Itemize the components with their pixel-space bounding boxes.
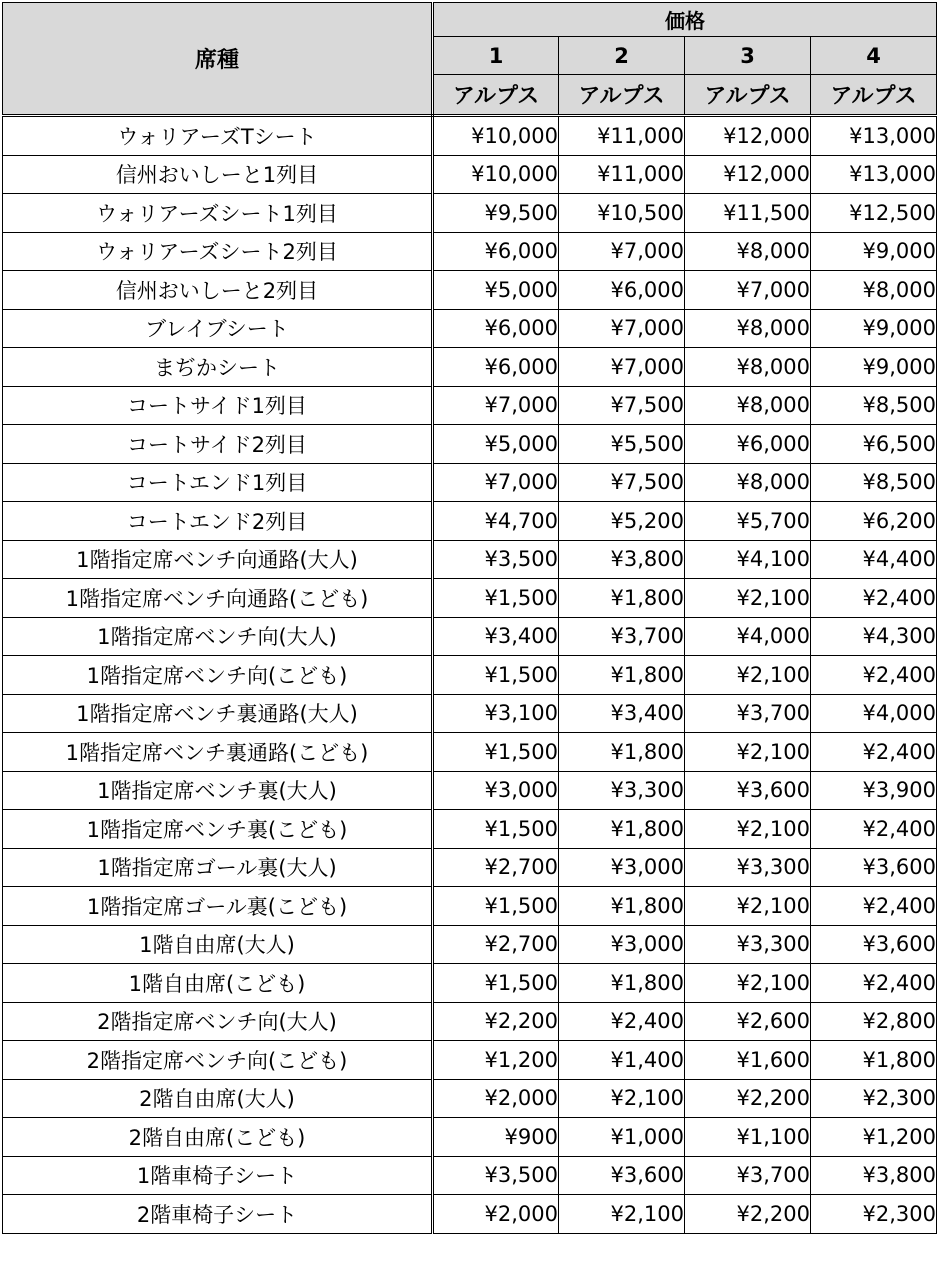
table-row <box>3 733 937 772</box>
price-cell: ¥3,600 <box>811 925 937 964</box>
price-cell: ¥12,000 <box>685 155 811 194</box>
column-name-header: アルプス <box>433 75 559 116</box>
column-number-header: 4 <box>811 37 937 75</box>
price-cell: ¥3,300 <box>559 771 685 810</box>
price-cell: ¥6,500 <box>811 425 937 464</box>
price-cell: ¥1,500 <box>433 579 559 618</box>
table-row <box>3 617 937 656</box>
seat-type-cell: 1階指定席ベンチ向通路(こども) <box>3 579 433 618</box>
price-cell: ¥1,500 <box>433 964 559 1003</box>
table-row <box>3 309 937 348</box>
price-cell: ¥12,000 <box>685 116 811 156</box>
table-row <box>3 540 937 579</box>
price-cell: ¥1,800 <box>559 579 685 618</box>
price-cell: ¥3,900 <box>811 771 937 810</box>
price-cell: ¥6,000 <box>685 425 811 464</box>
price-cell: ¥4,400 <box>811 540 937 579</box>
price-cell: ¥3,500 <box>433 540 559 579</box>
seat-type-cell: 1階車椅子シート <box>3 1156 433 1195</box>
price-cell: ¥3,100 <box>433 694 559 733</box>
price-cell: ¥1,200 <box>811 1118 937 1157</box>
price-cell: ¥3,700 <box>559 617 685 656</box>
price-cell: ¥2,400 <box>811 887 937 926</box>
price-cell: ¥1,500 <box>433 656 559 695</box>
price-cell: ¥7,500 <box>559 386 685 425</box>
price-cell: ¥2,400 <box>811 733 937 772</box>
price-cell: ¥2,100 <box>559 1079 685 1118</box>
seat-type-cell: ウォリアーズシート2列目 <box>3 232 433 271</box>
price-cell: ¥7,500 <box>559 463 685 502</box>
table-row <box>3 887 937 926</box>
price-cell: ¥11,000 <box>559 155 685 194</box>
price-cell: ¥9,000 <box>811 348 937 387</box>
price-cell: ¥8,000 <box>685 386 811 425</box>
column-name-header: アルプス <box>559 75 685 116</box>
seat-type-cell: 1階指定席ベンチ裏通路(大人) <box>3 694 433 733</box>
table-row <box>3 502 937 541</box>
column-name-header: アルプス <box>685 75 811 116</box>
price-cell: ¥2,100 <box>685 810 811 849</box>
price-cell: ¥2,200 <box>685 1195 811 1234</box>
price-cell: ¥8,000 <box>685 348 811 387</box>
table-row <box>3 771 937 810</box>
price-cell: ¥2,100 <box>685 887 811 926</box>
seat-type-cell: 2階指定席ベンチ向(大人) <box>3 1002 433 1041</box>
price-cell: ¥7,000 <box>559 232 685 271</box>
price-cell: ¥8,000 <box>685 463 811 502</box>
price-cell: ¥3,300 <box>685 848 811 887</box>
price-cell: ¥2,300 <box>811 1195 937 1234</box>
price-cell: ¥2,400 <box>811 964 937 1003</box>
price-cell: ¥3,600 <box>685 771 811 810</box>
seat-type-cell: ウォリアーズシート1列目 <box>3 194 433 233</box>
price-cell: ¥10,500 <box>559 194 685 233</box>
seat-type-cell: コートエンド1列目 <box>3 463 433 502</box>
seat-type-cell: 1階指定席ベンチ裏(大人) <box>3 771 433 810</box>
price-group-header: 価格 <box>433 3 937 37</box>
price-cell: ¥1,000 <box>559 1118 685 1157</box>
price-cell: ¥3,000 <box>559 848 685 887</box>
table-row <box>3 925 937 964</box>
price-cell: ¥3,800 <box>559 540 685 579</box>
seat-type-cell: 1階指定席ベンチ向(大人) <box>3 617 433 656</box>
table-row <box>3 194 937 233</box>
price-cell: ¥7,000 <box>685 271 811 310</box>
price-cell: ¥13,000 <box>811 116 937 156</box>
price-cell: ¥7,000 <box>559 348 685 387</box>
table-body <box>3 116 937 1234</box>
seat-type-cell: 1階指定席ゴール裏(こども) <box>3 887 433 926</box>
price-cell: ¥2,400 <box>559 1002 685 1041</box>
price-cell: ¥1,800 <box>811 1041 937 1080</box>
seat-type-cell: コートエンド2列目 <box>3 502 433 541</box>
table-row <box>3 810 937 849</box>
column-name-header: アルプス <box>811 75 937 116</box>
seat-type-cell: 1階自由席(大人) <box>3 925 433 964</box>
price-cell: ¥4,100 <box>685 540 811 579</box>
price-cell: ¥9,500 <box>433 194 559 233</box>
price-cell: ¥3,400 <box>433 617 559 656</box>
price-cell: ¥2,100 <box>559 1195 685 1234</box>
price-cell: ¥3,700 <box>685 694 811 733</box>
column-number-header: 2 <box>559 37 685 75</box>
price-cell: ¥3,000 <box>559 925 685 964</box>
price-cell: ¥2,100 <box>685 656 811 695</box>
price-cell: ¥1,500 <box>433 733 559 772</box>
table-row <box>3 656 937 695</box>
price-cell: ¥2,700 <box>433 925 559 964</box>
price-cell: ¥8,500 <box>811 463 937 502</box>
price-cell: ¥8,000 <box>685 232 811 271</box>
price-cell: ¥1,600 <box>685 1041 811 1080</box>
seat-type-cell: 1階指定席ゴール裏(大人) <box>3 848 433 887</box>
seat-type-cell: 1階指定席ベンチ裏通路(こども) <box>3 733 433 772</box>
table-row <box>3 1002 937 1041</box>
price-cell: ¥4,700 <box>433 502 559 541</box>
table-row <box>3 1079 937 1118</box>
price-cell: ¥10,000 <box>433 116 559 156</box>
price-cell: ¥6,000 <box>559 271 685 310</box>
price-cell: ¥13,000 <box>811 155 937 194</box>
table-row <box>3 579 937 618</box>
price-cell: ¥1,500 <box>433 887 559 926</box>
table-row <box>3 694 937 733</box>
price-cell: ¥4,300 <box>811 617 937 656</box>
price-cell: ¥1,400 <box>559 1041 685 1080</box>
seat-type-cell: コートサイド2列目 <box>3 425 433 464</box>
price-cell: ¥11,500 <box>685 194 811 233</box>
seat-type-cell: コートサイド1列目 <box>3 386 433 425</box>
price-cell: ¥4,000 <box>811 694 937 733</box>
seat-type-cell: 2階自由席(大人) <box>3 1079 433 1118</box>
price-cell: ¥1,800 <box>559 733 685 772</box>
seat-type-cell: まぢかシート <box>3 348 433 387</box>
price-cell: ¥1,800 <box>559 887 685 926</box>
seat-type-header: 席種 <box>3 3 433 116</box>
table-row <box>3 1156 937 1195</box>
seat-type-cell: 1階指定席ベンチ裏(こども) <box>3 810 433 849</box>
price-cell: ¥1,500 <box>433 810 559 849</box>
price-cell: ¥2,100 <box>685 964 811 1003</box>
seat-type-cell: 1階指定席ベンチ向通路(大人) <box>3 540 433 579</box>
column-number-header: 1 <box>433 37 559 75</box>
price-cell: ¥10,000 <box>433 155 559 194</box>
price-cell: ¥2,000 <box>433 1079 559 1118</box>
price-cell: ¥2,100 <box>685 579 811 618</box>
price-cell: ¥3,600 <box>559 1156 685 1195</box>
seat-type-cell: ブレイブシート <box>3 309 433 348</box>
price-cell: ¥6,200 <box>811 502 937 541</box>
seat-type-cell: 1階指定席ベンチ向(こども) <box>3 656 433 695</box>
price-cell: ¥5,000 <box>433 425 559 464</box>
price-cell: ¥900 <box>433 1118 559 1157</box>
price-cell: ¥5,500 <box>559 425 685 464</box>
price-cell: ¥2,700 <box>433 848 559 887</box>
seat-type-cell: 信州おいしーと1列目 <box>3 155 433 194</box>
price-cell: ¥3,500 <box>433 1156 559 1195</box>
price-cell: ¥1,800 <box>559 810 685 849</box>
table-row <box>3 155 937 194</box>
table-row <box>3 1195 937 1234</box>
price-cell: ¥11,000 <box>559 116 685 156</box>
price-cell: ¥9,000 <box>811 232 937 271</box>
price-cell: ¥7,000 <box>559 309 685 348</box>
table-row <box>3 964 937 1003</box>
price-cell: ¥2,400 <box>811 810 937 849</box>
price-cell: ¥8,500 <box>811 386 937 425</box>
price-cell: ¥1,100 <box>685 1118 811 1157</box>
seat-type-cell: 1階自由席(こども) <box>3 964 433 1003</box>
price-cell: ¥3,600 <box>811 848 937 887</box>
table-row <box>3 1041 937 1080</box>
table-header <box>3 3 937 116</box>
price-cell: ¥3,400 <box>559 694 685 733</box>
seat-type-cell: 2階車椅子シート <box>3 1195 433 1234</box>
price-cell: ¥7,000 <box>433 386 559 425</box>
table-row <box>3 232 937 271</box>
price-cell: ¥4,000 <box>685 617 811 656</box>
price-cell: ¥8,000 <box>811 271 937 310</box>
price-cell: ¥3,800 <box>811 1156 937 1195</box>
table-row <box>3 386 937 425</box>
price-cell: ¥2,400 <box>811 656 937 695</box>
price-cell: ¥3,000 <box>433 771 559 810</box>
price-cell: ¥3,700 <box>685 1156 811 1195</box>
table-row <box>3 425 937 464</box>
price-cell: ¥2,000 <box>433 1195 559 1234</box>
price-cell: ¥2,100 <box>685 733 811 772</box>
price-cell: ¥2,600 <box>685 1002 811 1041</box>
column-number-header: 3 <box>685 37 811 75</box>
price-cell: ¥8,000 <box>685 309 811 348</box>
seat-type-cell: 2階自由席(こども) <box>3 1118 433 1157</box>
price-cell: ¥9,000 <box>811 309 937 348</box>
price-cell: ¥7,000 <box>433 463 559 502</box>
price-cell: ¥6,000 <box>433 348 559 387</box>
price-cell: ¥5,000 <box>433 271 559 310</box>
price-cell: ¥6,000 <box>433 232 559 271</box>
seat-type-cell: 2階指定席ベンチ向(こども) <box>3 1041 433 1080</box>
table-row <box>3 271 937 310</box>
ticket-price-table <box>2 2 937 1234</box>
table-row <box>3 1118 937 1157</box>
price-cell: ¥2,400 <box>811 579 937 618</box>
price-cell: ¥1,800 <box>559 964 685 1003</box>
price-cell: ¥2,200 <box>685 1079 811 1118</box>
table-row <box>3 348 937 387</box>
price-cell: ¥1,800 <box>559 656 685 695</box>
price-cell: ¥5,200 <box>559 502 685 541</box>
table-row <box>3 463 937 502</box>
table-row <box>3 116 937 156</box>
price-cell: ¥6,000 <box>433 309 559 348</box>
price-cell: ¥1,200 <box>433 1041 559 1080</box>
price-cell: ¥5,700 <box>685 502 811 541</box>
table-row <box>3 848 937 887</box>
price-cell: ¥2,200 <box>433 1002 559 1041</box>
price-cell: ¥2,300 <box>811 1079 937 1118</box>
price-cell: ¥2,800 <box>811 1002 937 1041</box>
seat-type-cell: 信州おいしーと2列目 <box>3 271 433 310</box>
seat-type-cell: ウォリアーズTシート <box>3 116 433 156</box>
price-cell: ¥3,300 <box>685 925 811 964</box>
price-cell: ¥12,500 <box>811 194 937 233</box>
